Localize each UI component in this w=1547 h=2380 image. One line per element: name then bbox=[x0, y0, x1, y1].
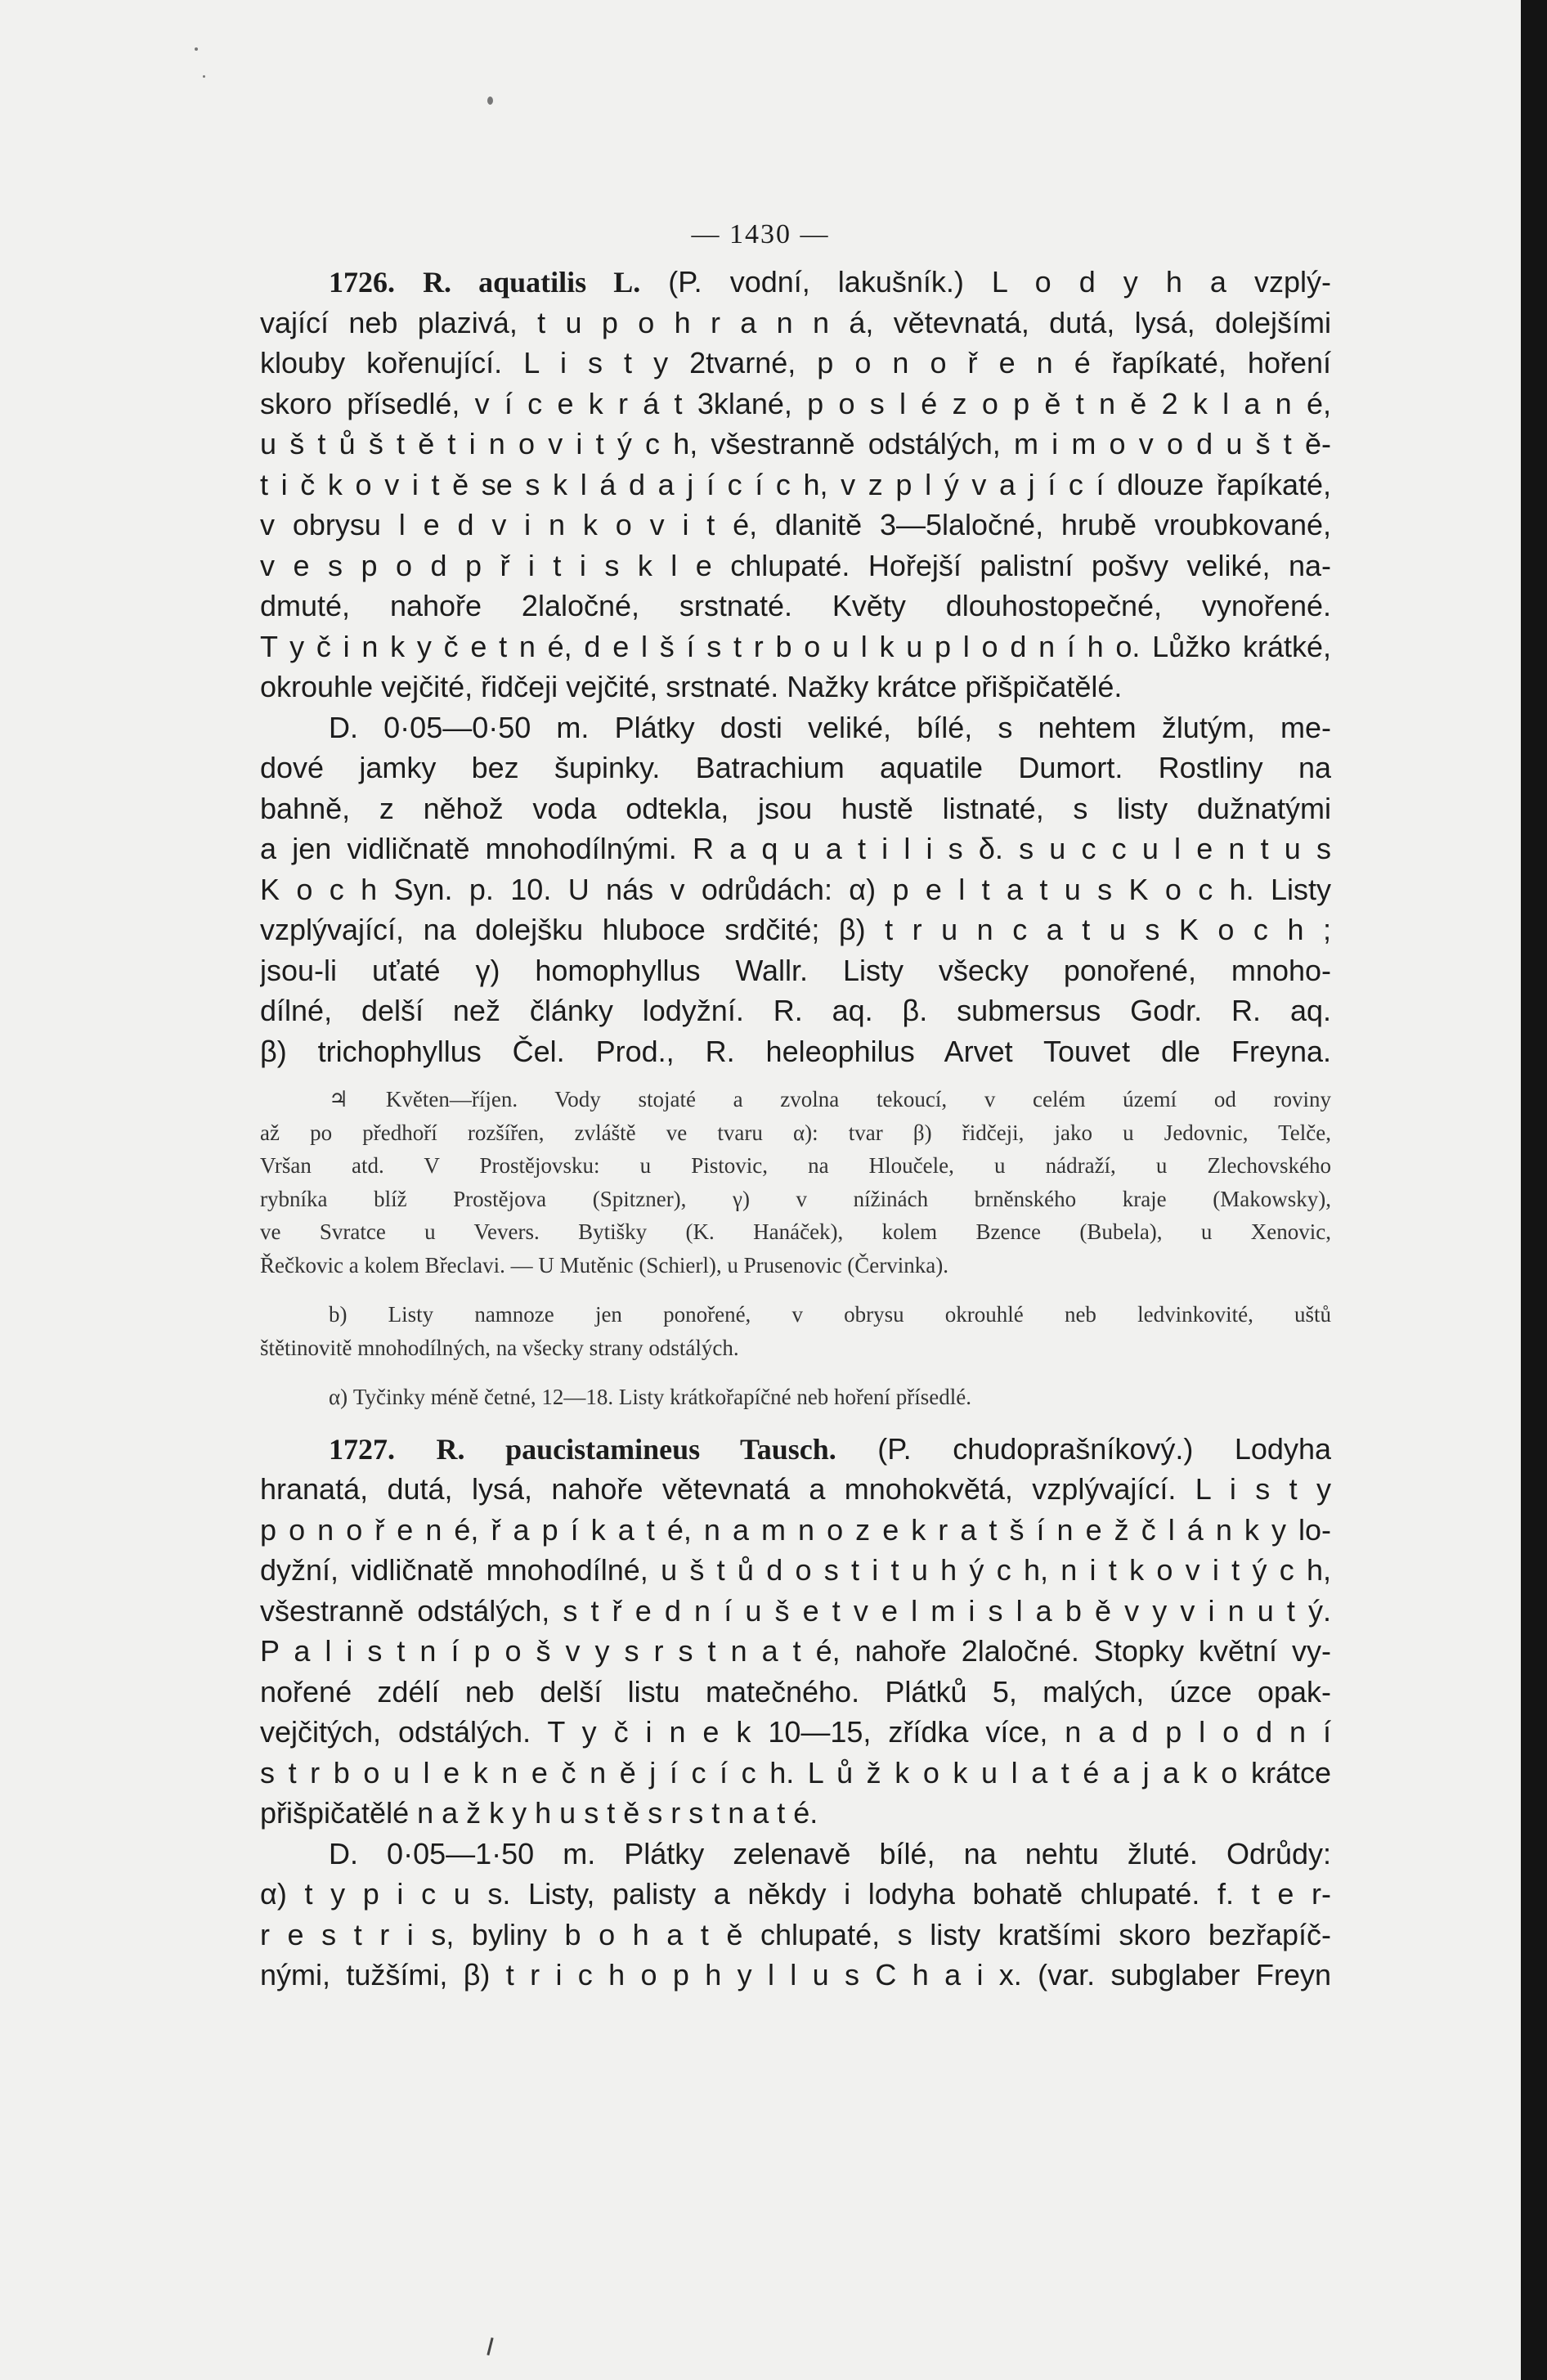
text-line: okrouhle vejčité, řidčeji vejčité, srstnaté. Nažky krátce přišpičatělé. bbox=[260, 670, 1123, 703]
note-b-line: b) Listy namnoze jen ponořené, v obrysu okrouhlé neb ledvinkovité, uštů bbox=[329, 1302, 1331, 1327]
ink-speck bbox=[195, 47, 198, 51]
text-line: v obrysu l e d v i n k o v i t é, dlanitě 3—5laločné, hrubě vroubkované, bbox=[260, 508, 1331, 541]
page-number: — 1430 — bbox=[691, 219, 830, 249]
entry-number: 1727. bbox=[329, 1432, 395, 1466]
distribution-line: Řečkovic a kolem Břeclavi. — U Mutěnic (Schierl), u Prusenovic (Červinka). bbox=[260, 1252, 949, 1278]
distribution-line: ve Svratce u Vevers. Bytišky (K. Hanáček), kolem Bzence (Bubela), u Xenovic, bbox=[260, 1219, 1331, 1244]
text-line: dyžní, vidličnatě mnohodílné, u š t ů d o s t i t u h ý c h, n i t k o v i t ý c h, bbox=[260, 1553, 1331, 1587]
ink-speck bbox=[203, 75, 205, 78]
text-line: r e s t r i s, byliny b o h a t ě chlupaté, s listy kratšími skoro bezřapíč- bbox=[260, 1917, 1331, 1951]
text-line: všestranně odstálých, s t ř e d n í u š e t v e l m i s l a b ě v y v i n u t ý. bbox=[260, 1593, 1331, 1628]
text-line: (P. vodní, lakušník.) L o d y h a vzplý- bbox=[668, 265, 1331, 299]
text-line: přišpičatělé n a ž k y h u s t ě s r s t n a t é. bbox=[260, 1796, 818, 1830]
text-line: β) trichophyllus Čel. Prod., R. heleophilus Arvet Touvet dle Freyna. bbox=[260, 1034, 1331, 1068]
entry-number: 1726. bbox=[329, 266, 395, 299]
text-line: jsou-li uťaté γ) homophyllus Wallr. Listy všecky ponořené, mnoho- bbox=[260, 953, 1331, 987]
text-line: a jen vidličnatě mnohodílnými. R a q u a t i l i s δ. s u c c u l e n t u s bbox=[260, 832, 1331, 865]
ink-speck bbox=[487, 97, 493, 105]
page-body bbox=[260, 262, 1331, 1996]
text-line: s t r b o u l e k n e č n ě j í c í c h. L ů ž k o k u l a t é a j a k o krátce bbox=[260, 1755, 1331, 1789]
ink-mark bbox=[487, 2337, 493, 2355]
text-line: t i č k o v i t ě se s k l á d a j í c í c h, v z p l ý v a j í c í dlouze řapíkaté, bbox=[260, 467, 1331, 501]
text-line: dmuté, nahoře 2laločné, srstnaté. Květy dlouhostopečné, vynořené. bbox=[260, 589, 1331, 622]
note-a-line: α) Tyčinky méně četné, 12—18. Listy krátkořapíčné neb hoření přísedlé. bbox=[329, 1385, 972, 1409]
text-line: K o c h Syn. p. 10. U nás v odrůdách: α) p e l t a t u s K o c h. Listy bbox=[260, 872, 1331, 906]
text-line: nořené zdélí neb delší listu matečného. Plátků 5, malých, úzce opak- bbox=[260, 1674, 1331, 1709]
distribution-line: až po předhoří rozšířen, zvláště ve tvaru α): tvar β) řidčeji, jako u Jedovnic, Telče, bbox=[260, 1120, 1331, 1145]
species-name: R. paucistamineus Tausch. bbox=[436, 1432, 836, 1466]
text-line: klouby kořenující. L i s t y 2tvarné, p o n o ř e n é řapíkaté, hoření bbox=[260, 346, 1331, 379]
text-line: p o n o ř e n é, ř a p í k a t é, n a m n o z e k r a t š í n e ž č l á n k y lo- bbox=[260, 1512, 1331, 1547]
text-line: u š t ů š t ě t i n o v i t ý c h, všestranně odstálých, m i m o v o d u š t ě- bbox=[260, 427, 1331, 460]
text-line: skoro přísedlé, v í c e k r á t 3klané, p o s l é z o p ě t n ě 2 k l a n é, bbox=[260, 386, 1331, 420]
text-line: T y č i n k y č e t n é, d e l š í s t r b o u l k u p l o d n í h o. Lůžko krátké, bbox=[260, 629, 1331, 663]
text-line: D. 0·05—1·50 m. Plátky zelenavě bílé, na nehtu žluté. Odrůdy: bbox=[329, 1836, 1331, 1870]
text-line: v e s p o d p ř i t i s k l e chlupaté. Hořejší palistní pošvy veliké, na- bbox=[260, 548, 1331, 582]
text-line: nými, tužšími, β) t r i c h o p h y l l u s C h a i x. (var. subglaber Freyn bbox=[260, 1958, 1331, 1992]
text-line: (P. chudoprašníkový.) Lodyha bbox=[877, 1431, 1331, 1466]
distribution-line: Vršan atd. V Prostějovsku: u Pistovic, na Hloučele, u nádraží, u Zlechovského bbox=[260, 1153, 1331, 1178]
entry-1726-heading bbox=[260, 262, 1331, 303]
text-line: vzplývající, na dolejšku hluboce srdčité; β) t r u n c a t u s K o c h ; bbox=[260, 913, 1331, 946]
text-line: vejčitých, odstálých. T y č i n e k 10—15, zřídka více, n a d p l o d n í bbox=[260, 1715, 1331, 1749]
text-line: bahně, z něhož voda odtekla, jsou hustě listnaté, s listy dužnatými bbox=[260, 791, 1331, 825]
note-b-line: štětinovitě mnohodílných, na všecky strany odstálých. bbox=[260, 1335, 739, 1360]
text-line: dílné, delší než články lodyžní. R. aq. β. submersus Godr. R. aq. bbox=[260, 994, 1331, 1027]
text-line: dové jamky bez šupinky. Batrachium aquatile Dumort. Rostliny na bbox=[260, 751, 1331, 784]
distribution-line: ♃ Květen—říjen. Vody stojaté a zvolna tekoucí, v celém území od roviny bbox=[329, 1087, 1331, 1111]
text-line: vající neb plazivá, t u p o h r a n n á, větevnatá, dutá, lysá, dolejšími bbox=[260, 305, 1331, 339]
species-name: R. aquatilis L. bbox=[423, 266, 641, 299]
entry-1727-heading bbox=[260, 1429, 1331, 1470]
text-line: D. 0·05—0·50 m. Plátky dosti veliké, bílé, s nehtem žlutým, me- bbox=[329, 710, 1331, 744]
distribution-line: rybníka blíž Prostějova (Spitzner), γ) v nížinách brněnského kraje (Makowsky), bbox=[260, 1186, 1331, 1211]
text-line: α) t y p i c u s. Listy, palisty a někdy i lodyha bohatě chlupaté. f. t e r- bbox=[260, 1877, 1331, 1911]
text-line: P a l i s t n í p o š v y s r s t n a t é, nahoře 2laločné. Stopky květní vy- bbox=[260, 1634, 1331, 1668]
text-line: hranatá, dutá, lysá, nahoře větevnatá a mnohokvětá, vzplývající. L i s t y bbox=[260, 1472, 1331, 1506]
fine-print-notes bbox=[260, 1083, 1331, 1414]
